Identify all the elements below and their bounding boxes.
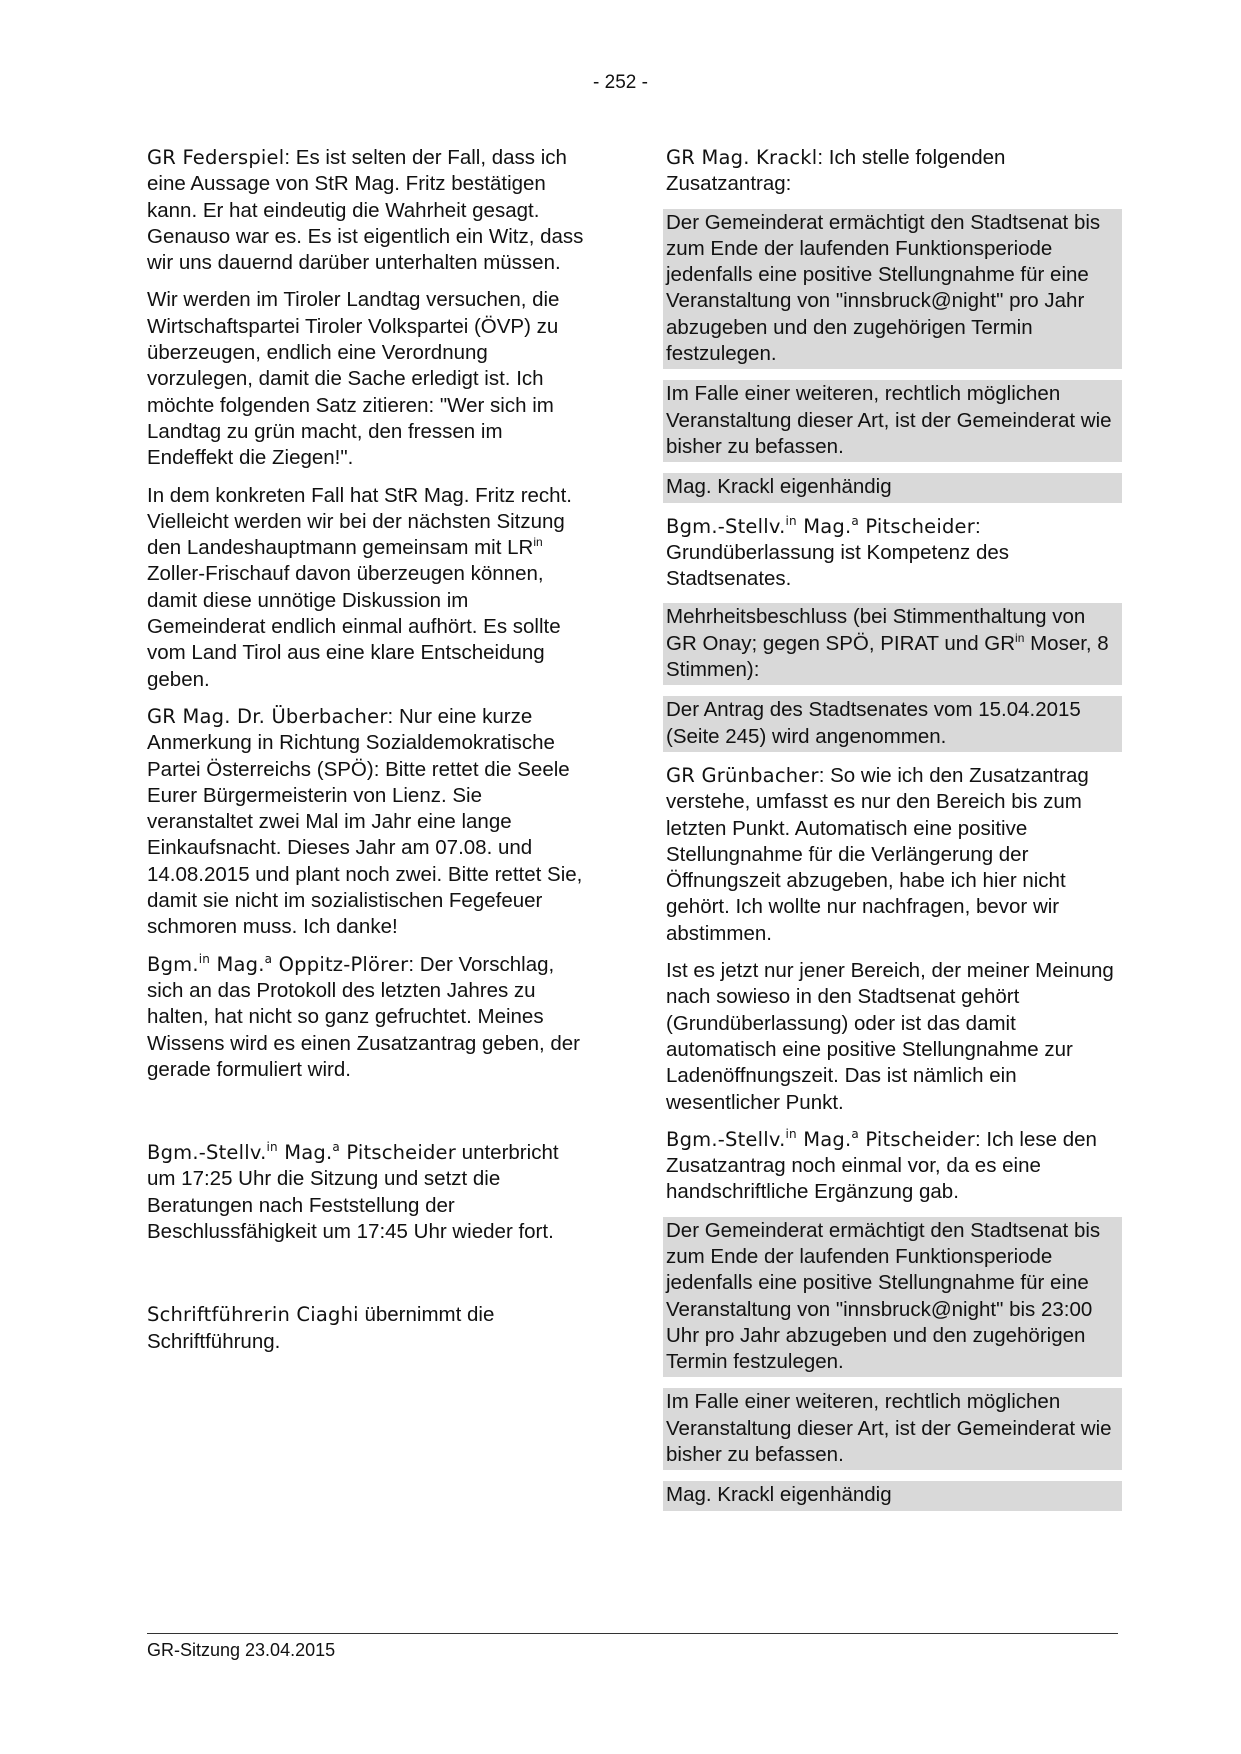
speaker-part: Bgm. — [147, 952, 199, 976]
resolution-box-text: Der Antrag des Stadtsenates vom 15.04.2015 (Seite 245) wird angenommen. — [663, 696, 1122, 752]
paragraph-text: : Es ist selten der Fall, dass ich eine Aussage von StR Mag. Fritz bestätigen kann. Er hat eindeutig die Wahrheit gesagt. Genauso war es. Es ist eigentlich ein Witz, dass wir uns dauernd darüber unterhalten müssen. — [147, 146, 584, 275]
paragraph-pitscheider-unterbricht — [147, 1140, 587, 1245]
paragraph-text: In dem konkreten Fall hat StR Mag. Fritz recht. Vielleicht werden wir bei der nächsten Sitzung den Landeshauptmann gemeinsam mit LR — [147, 483, 572, 560]
page-number: - 252 - — [593, 72, 648, 93]
paragraph-text: Zoller-Frischauf davon überzeugen können, damit diese unnötige Diskussion im Gemeinderat endlich einmal aufhört. Es sollte vom Land Tirol aus eine klare Entscheidung geben. — [147, 562, 561, 691]
speaker-name — [666, 515, 975, 538]
superscript: in — [266, 1140, 278, 1155]
paragraph-text: : Ich lese den Zusatzantrag noch einmal vor, da es eine handschriftliche Ergänzung gab. — [666, 1127, 1097, 1204]
footer-session-date: GR-Sitzung 23.04.2015 — [147, 1640, 336, 1660]
paragraph-text: übernimmt die Schriftführung. — [147, 1303, 495, 1353]
speaker-part: Pitscheider — [858, 514, 975, 538]
superscript: a — [332, 1140, 340, 1155]
speaker-name — [147, 953, 408, 976]
paragraph-konkreter-fall — [147, 483, 587, 693]
footer-divider — [147, 1633, 1118, 1634]
spacer — [147, 1094, 587, 1140]
superscript: a — [851, 513, 859, 528]
superscript: a — [264, 951, 273, 966]
speaker-part: Mag. — [796, 1127, 852, 1151]
speaker-part: Pitscheider — [339, 1141, 456, 1165]
speaker-part: Bgm.-Stellv. — [666, 1127, 786, 1151]
paragraph-landtag: Wir werden im Tiroler Landtag versuchen, die Wirtschaftspartei Tiroler Volkspartei (ÖVP) zu überzeugen, endlich eine Verordnung vorzulegen, damit die Sache erledigt ist. Ich möchte folgenden Satz zitieren: "Wer sich im Landtag zu grün macht, den fressen im Endeffekt die Ziegen!". — [147, 288, 560, 470]
speaker-name — [666, 1128, 975, 1151]
paragraph-pitscheider-grundueberlassung — [666, 514, 1118, 593]
paragraph-pitscheider-lese — [666, 1127, 1118, 1206]
motion-box-1-signature: Mag. Krackl eigenhändig — [663, 473, 1122, 502]
speaker-part: Mag. — [277, 1141, 333, 1165]
paragraph-text: Mehrheitsbeschluss (bei Stimmenthaltung von GR Onay; gegen SPÖ, PIRAT und GR — [666, 605, 1086, 655]
paragraph-text: : Grundüberlassung ist Kompetenz des Stadtsenates. — [666, 514, 1010, 591]
superscript: in — [533, 535, 543, 550]
speaker-name: GR Mag. Dr. Überbacher — [147, 704, 388, 728]
speaker-part: Bgm.-Stellv. — [666, 514, 786, 538]
paragraph-federspiel — [147, 145, 587, 276]
paragraph-krackl — [666, 145, 1118, 198]
speaker-name — [147, 1141, 456, 1164]
paragraph-text: Moser, 8 Stimmen): — [666, 631, 1109, 682]
paragraph-text: : Der Vorschlag, sich an das Protokoll des letzten Jahres zu halten, hat nicht so ganz gefruchtet. Meines Wissens wird es einen Zusatzantrag geben, der gerade formuliert wird. — [147, 952, 581, 1081]
superscript: in — [785, 513, 797, 528]
motion-box-2-signature: Mag. Krackl eigenhändig — [663, 1481, 1122, 1510]
paragraph-schriftfuehrerin — [147, 1302, 587, 1355]
speaker-name: Schriftführerin Ciaghi — [147, 1303, 359, 1327]
resolution-box-text — [663, 603, 1122, 685]
left-column — [147, 145, 587, 1366]
superscript: in — [1015, 630, 1025, 645]
motion-box-1-text: Im Falle einer weiteren, rechtlich möglichen Veranstaltung dieser Art, ist der Gemeinderat wie bisher zu befassen. — [663, 380, 1122, 462]
superscript: in — [785, 1126, 797, 1141]
spacer — [147, 1256, 587, 1302]
paragraph-oppitz-ploerer — [147, 952, 587, 1083]
paragraph-text: : So wie ich den Zusatzantrag verstehe, umfasst es nur den Bereich bis zum letzten Punkt. Automatisch eine positive Stellungnahme für die Verlängerung der Öffnungszeit abzugeben, habe ich hier nicht gehört. Ich wollte nur nachfragen, bevor wir abstimmen. — [666, 763, 1089, 945]
paragraph-gruenbacher — [666, 763, 1118, 947]
speaker-part: Mag. — [210, 952, 265, 976]
paragraph-text: unterbricht um 17:25 Uhr die Sitzung und setzt die Beratungen nach Feststellung der Beschlussfähigkeit um 17:45 Uhr wieder fort. — [147, 1141, 559, 1243]
motion-box-2-text: Der Gemeinderat ermächtigt den Stadtsenat bis zum Ende der laufenden Funktionsperiode jedenfalls eine positive Stellungnahme für eine Veranstaltung von "innsbruck@night" bis 23:00 Uhr pro Jahr abzugeben und den zugehörigen Termin festzulegen. — [663, 1217, 1122, 1378]
speaker-part: Pitscheider — [858, 1127, 975, 1151]
motion-box-2-text: Im Falle einer weiteren, rechtlich möglichen Veranstaltung dieser Art, ist der Gemeinderat wie bisher zu befassen. — [663, 1388, 1122, 1470]
speaker-part: Mag. — [796, 514, 852, 538]
paragraph-text: : Ich stelle folgenden Zusatzantrag: — [666, 146, 1006, 196]
speaker-part: Oppitz-Plörer — [272, 952, 409, 976]
speaker-name: GR Mag. Krackl — [666, 146, 818, 169]
paragraph-text: : Nur eine kurze Anmerkung in Richtung Sozialdemokratische Partei Österreichs (SPÖ): Bitte rettet die Seele Eurer Bürgermeisterin von Lienz. Sie veranstaltet zwei Mal im Jahr eine lange Einkaufsnacht. Dieses Jahr am 07.08. und 14.08.2015 und plant noch zwei. Bitte rettet Sie, damit sie nicht im sozialistischen Fegefeuer schmoren muss. Ich danke! — [147, 704, 583, 939]
paragraph-bereich: Ist es jetzt nur jener Bereich, der meiner Meinung nach sowieso in den Stadtsenat gehört (Grundüberlassung) oder ist das damit automatisch eine positive Stellungnahme zur Ladenöffnungszeit. Das ist nämlich ein wesentlicher Punkt. — [666, 959, 1114, 1114]
motion-box-1-text: Der Gemeinderat ermächtigt den Stadtsenat bis zum Ende der laufenden Funktionsperiode jedenfalls eine positive Stellungnahme für eine Veranstaltung von "innsbruck@night" pro Jahr abzugeben und den zugehörigen Termin festzulegen. — [663, 209, 1122, 370]
speaker-name: GR Federspiel — [147, 146, 285, 169]
right-column — [666, 145, 1118, 1522]
superscript: in — [198, 951, 211, 966]
speaker-part: Bgm.-Stellv. — [147, 1141, 267, 1165]
superscript: a — [851, 1126, 859, 1141]
paragraph-ueberbacher — [147, 704, 587, 941]
speaker-name: GR Grünbacher — [666, 763, 819, 787]
